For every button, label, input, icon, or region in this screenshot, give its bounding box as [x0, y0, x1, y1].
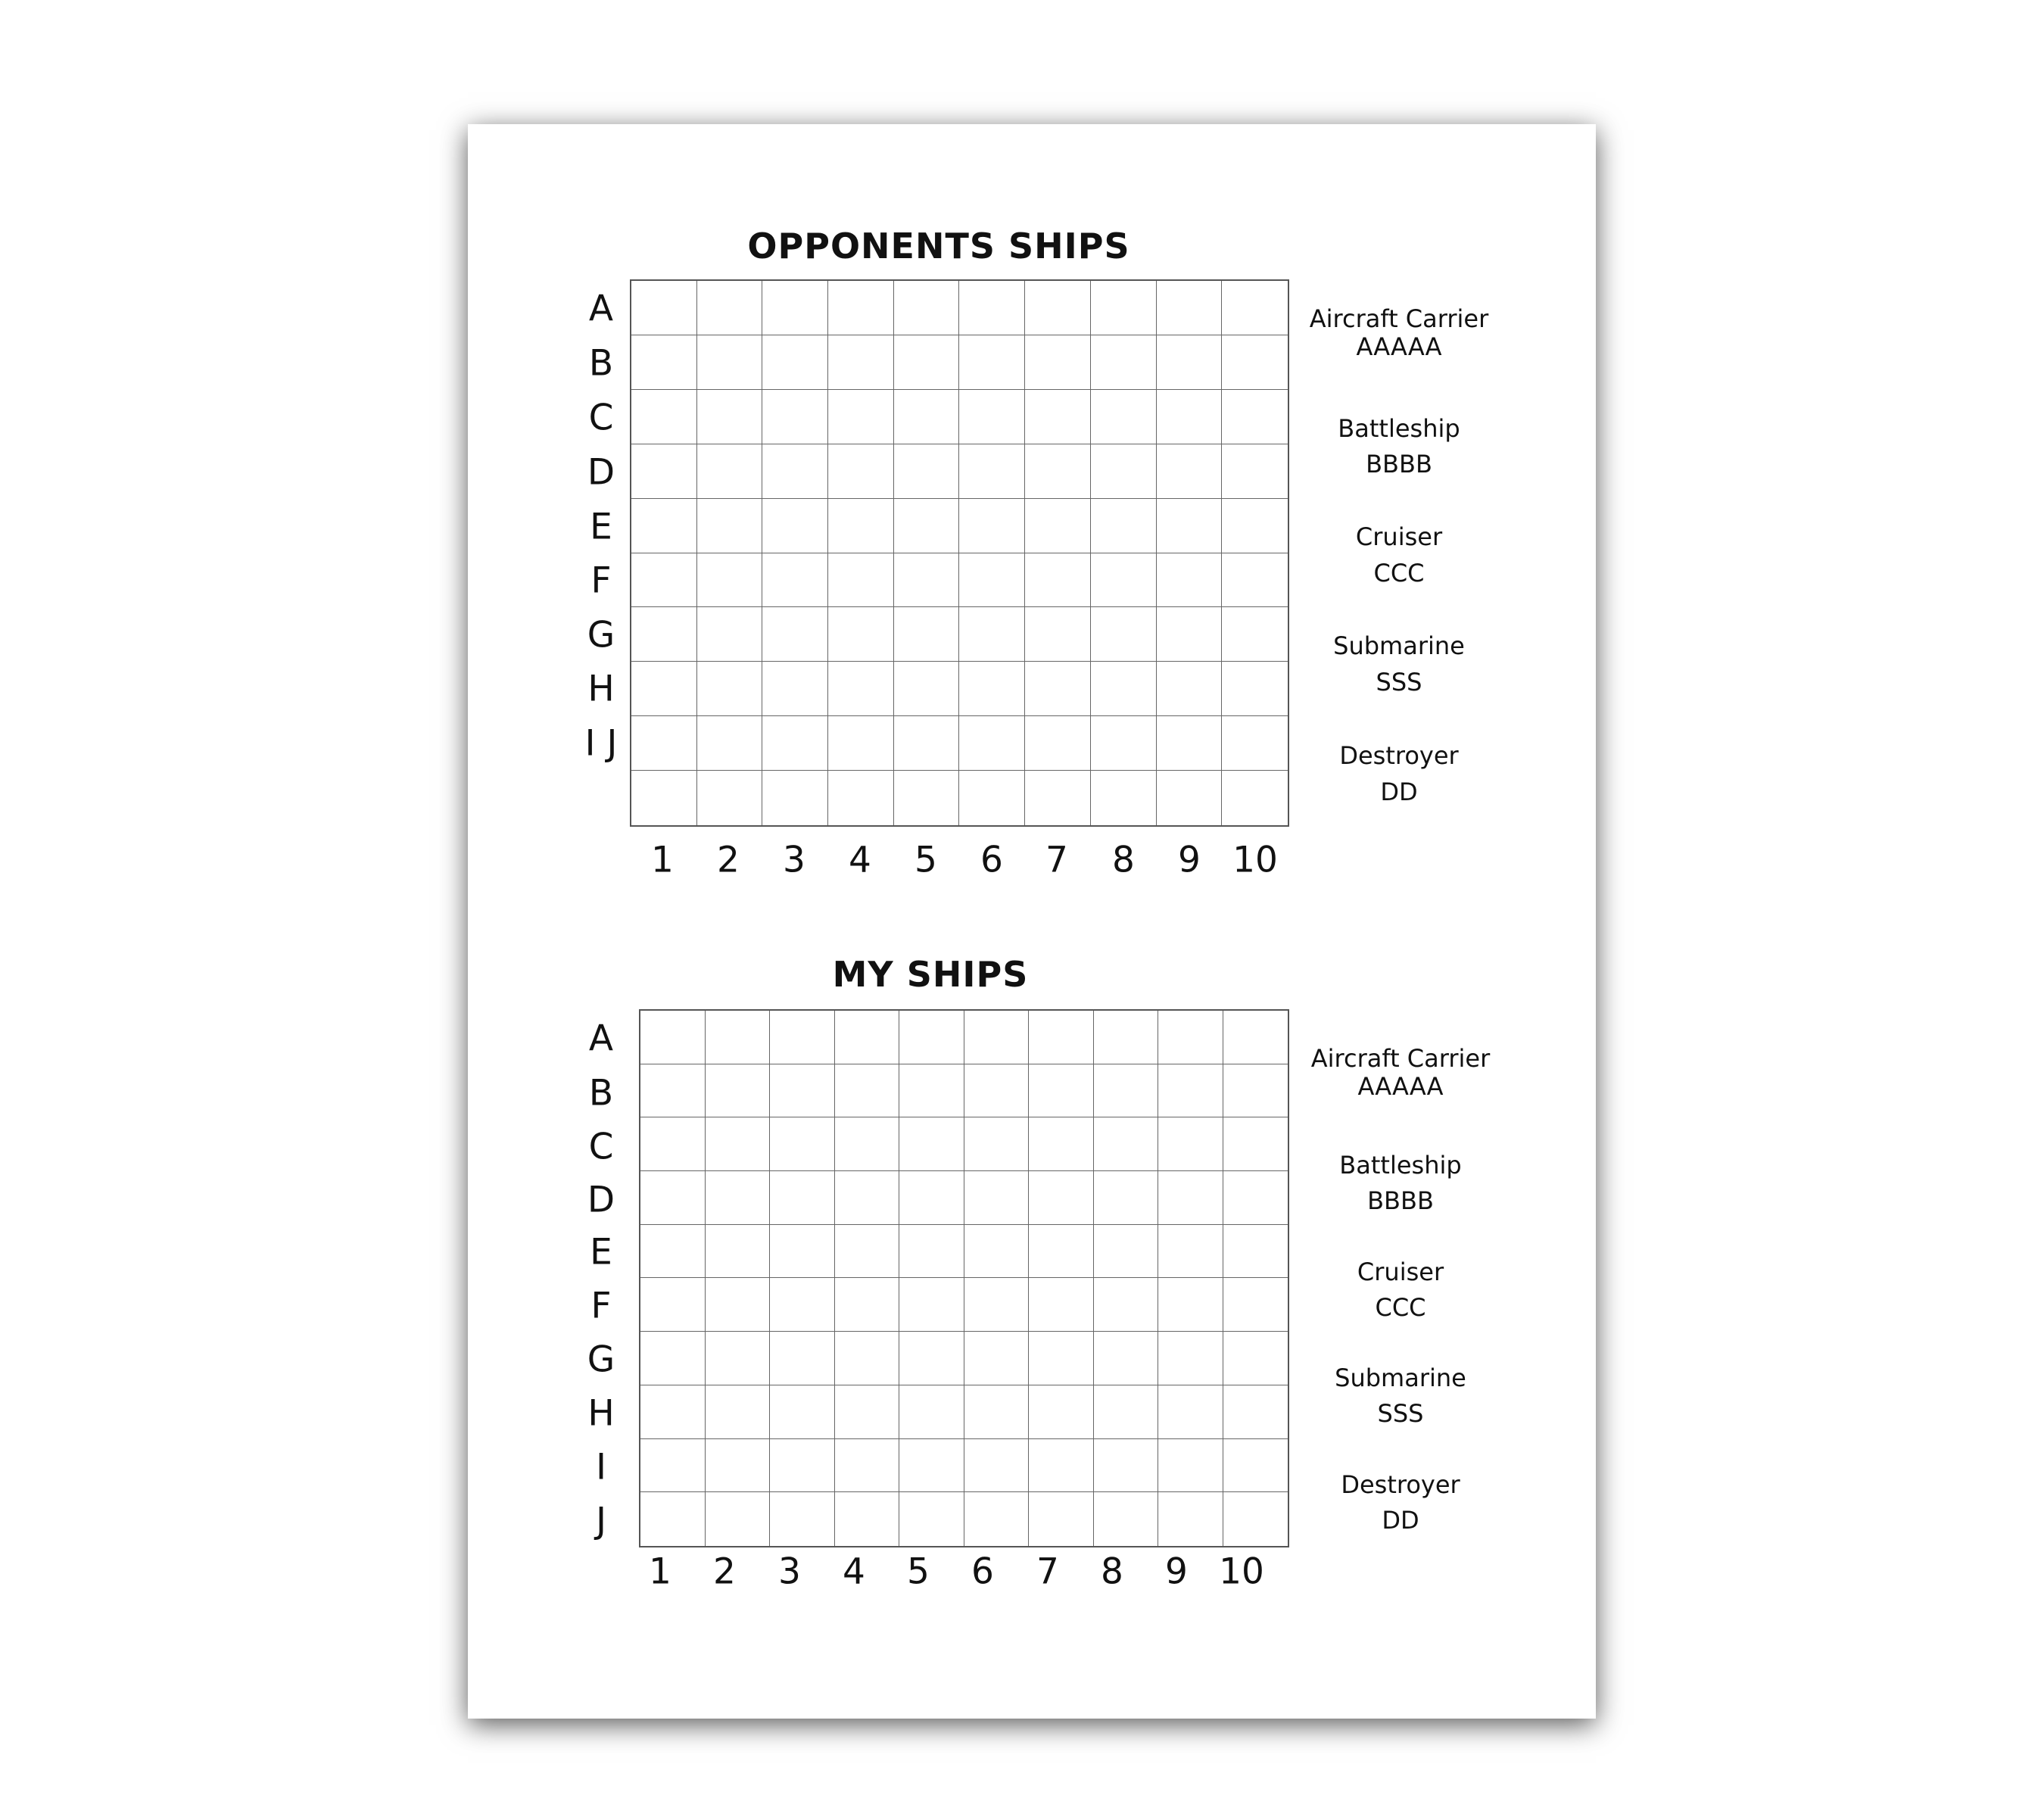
- grid-cell[interactable]: [697, 607, 763, 662]
- column-label: 7: [1045, 839, 1068, 881]
- grid-cell[interactable]: [762, 607, 828, 662]
- grid-cell[interactable]: [1222, 390, 1288, 444]
- grid-cell[interactable]: [835, 1117, 900, 1171]
- grid-cell[interactable]: [631, 607, 697, 662]
- grid-cell[interactable]: [1029, 1278, 1094, 1332]
- grid-cell[interactable]: [1025, 553, 1091, 608]
- grid-cell[interactable]: [697, 499, 763, 553]
- grid-cell[interactable]: [899, 1117, 964, 1171]
- grid-cell[interactable]: [1091, 771, 1157, 825]
- row-label: H: [587, 1392, 615, 1435]
- row-label: B: [588, 1072, 614, 1114]
- grid-cell[interactable]: [1157, 281, 1223, 335]
- row-label: C: [588, 1126, 614, 1168]
- grid-cell[interactable]: [640, 1492, 706, 1546]
- grid-cell[interactable]: [1223, 1011, 1288, 1064]
- grid-cell[interactable]: [828, 499, 894, 553]
- grid-cell[interactable]: [964, 1332, 1030, 1385]
- grid-cell[interactable]: [1158, 1171, 1223, 1225]
- grid-cell[interactable]: [697, 662, 763, 716]
- grid-cell[interactable]: [959, 662, 1025, 716]
- grid-cell[interactable]: [1157, 771, 1223, 825]
- grid-cell[interactable]: [1222, 771, 1288, 825]
- grid-cell[interactable]: [1094, 1278, 1159, 1332]
- ship-code: BBBB: [1366, 450, 1432, 478]
- grid-cell[interactable]: [770, 1332, 835, 1385]
- column-label: 2: [717, 839, 740, 881]
- grid-cell[interactable]: [1091, 553, 1157, 608]
- grid-cell[interactable]: [1158, 1225, 1223, 1279]
- grid-cell[interactable]: [1094, 1171, 1159, 1225]
- column-label: 8: [1101, 1551, 1123, 1593]
- grid-cell[interactable]: [697, 716, 763, 771]
- grid-cell[interactable]: [1222, 499, 1288, 553]
- ship-name: Destroyer: [1339, 741, 1459, 770]
- grid-cell[interactable]: [894, 281, 960, 335]
- grid-cell[interactable]: [835, 1492, 900, 1546]
- grid-cell[interactable]: [1157, 716, 1223, 771]
- grid-cell[interactable]: [828, 716, 894, 771]
- grid-cell[interactable]: [835, 1278, 900, 1332]
- grid-cell[interactable]: [964, 1278, 1030, 1332]
- ship-name: Submarine: [1333, 631, 1465, 660]
- grid-cell[interactable]: [894, 335, 960, 390]
- grid-cell[interactable]: [697, 335, 763, 390]
- grid-cell[interactable]: [770, 1117, 835, 1171]
- grid-cell[interactable]: [1025, 335, 1091, 390]
- board-title: MY SHIPS: [832, 954, 1029, 995]
- grid-cell[interactable]: [959, 335, 1025, 390]
- grid-cell[interactable]: [1158, 1439, 1223, 1493]
- grid-cell[interactable]: [770, 1278, 835, 1332]
- grid-cell[interactable]: [1223, 1278, 1288, 1332]
- grid-cell[interactable]: [899, 1011, 964, 1064]
- grid-cell[interactable]: [894, 390, 960, 444]
- column-label: 5: [907, 1551, 930, 1593]
- grid-cell[interactable]: [706, 1332, 771, 1385]
- grid-cell[interactable]: [1158, 1385, 1223, 1439]
- grid-cell[interactable]: [1091, 335, 1157, 390]
- column-label: 9: [1178, 839, 1201, 881]
- grid-cell[interactable]: [1223, 1064, 1288, 1118]
- ship-name: Battleship: [1338, 414, 1460, 443]
- grid-cell[interactable]: [835, 1439, 900, 1493]
- grid-cell[interactable]: [899, 1064, 964, 1118]
- grid-cell[interactable]: [640, 1439, 706, 1493]
- grid-cell[interactable]: [1158, 1332, 1223, 1385]
- grid-cell[interactable]: [894, 662, 960, 716]
- ship-name: Destroyer: [1341, 1470, 1460, 1499]
- grid-cell[interactable]: [959, 499, 1025, 553]
- grid-cell[interactable]: [706, 1171, 771, 1225]
- opponents-grid[interactable]: [630, 279, 1289, 827]
- column-label: 2: [713, 1551, 736, 1593]
- grid-cell[interactable]: [640, 1064, 706, 1118]
- grid-cell[interactable]: [706, 1492, 771, 1546]
- ship-name: Aircraft Carrier: [1310, 1044, 1491, 1073]
- grid-cell[interactable]: [899, 1171, 964, 1225]
- grid-cell[interactable]: [1157, 335, 1223, 390]
- ship-code: AAAAA: [1356, 332, 1442, 361]
- grid-cell[interactable]: [959, 390, 1025, 444]
- grid-cell[interactable]: [1158, 1492, 1223, 1546]
- ship-name: Submarine: [1335, 1364, 1466, 1392]
- row-label: G: [587, 614, 615, 656]
- grid-cell[interactable]: [1223, 1385, 1288, 1439]
- grid-cell[interactable]: [1029, 1385, 1094, 1439]
- grid-cell[interactable]: [964, 1492, 1030, 1546]
- grid-cell[interactable]: [762, 444, 828, 499]
- grid-cell[interactable]: [1025, 499, 1091, 553]
- row-label: F: [590, 559, 612, 602]
- grid-cell[interactable]: [964, 1171, 1030, 1225]
- grid-cell[interactable]: [1222, 662, 1288, 716]
- column-label: 10: [1232, 839, 1278, 881]
- grid-cell[interactable]: [1091, 444, 1157, 499]
- grid-cell[interactable]: [894, 716, 960, 771]
- row-label: B: [588, 342, 614, 385]
- column-label: 6: [980, 839, 1003, 881]
- grid-cell[interactable]: [959, 716, 1025, 771]
- grid-cell[interactable]: [1025, 281, 1091, 335]
- grid-cell[interactable]: [1222, 553, 1288, 608]
- ship-code: SSS: [1376, 668, 1422, 697]
- grid-cell[interactable]: [762, 771, 828, 825]
- column-label: 10: [1219, 1551, 1264, 1593]
- ship-code: BBBB: [1367, 1186, 1434, 1215]
- grid-cell[interactable]: [762, 335, 828, 390]
- column-label: 3: [778, 1551, 801, 1593]
- grid-cell[interactable]: [762, 281, 828, 335]
- grid-cell[interactable]: [762, 553, 828, 608]
- grid-cell[interactable]: [770, 1385, 835, 1439]
- board-title: OPPONENTS SHIPS: [747, 226, 1130, 266]
- row-label: C: [588, 397, 614, 439]
- grid-cell[interactable]: [706, 1278, 771, 1332]
- grid-cell[interactable]: [1157, 662, 1223, 716]
- grid-cell[interactable]: [1222, 607, 1288, 662]
- grid-cell[interactable]: [1094, 1117, 1159, 1171]
- grid-cell[interactable]: [1029, 1332, 1094, 1385]
- row-label: A: [588, 1018, 614, 1060]
- grid-cell[interactable]: [1223, 1225, 1288, 1279]
- grid-cell[interactable]: [762, 499, 828, 553]
- grid-cell[interactable]: [1158, 1278, 1223, 1332]
- grid-cell[interactable]: [640, 1332, 706, 1385]
- grid-cell[interactable]: [706, 1225, 771, 1279]
- column-label: 6: [971, 1551, 994, 1593]
- grid-cell[interactable]: [1029, 1439, 1094, 1493]
- grid-cell[interactable]: [1094, 1385, 1159, 1439]
- ship-name: Aircraft Carrier: [1309, 304, 1489, 333]
- grid-cell[interactable]: [631, 553, 697, 608]
- grid-cell[interactable]: [828, 335, 894, 390]
- grid-cell[interactable]: [1094, 1332, 1159, 1385]
- row-label: E: [590, 1231, 612, 1273]
- grid-cell[interactable]: [631, 716, 697, 771]
- grid-cell[interactable]: [706, 1439, 771, 1493]
- grid-cell[interactable]: [964, 1439, 1030, 1493]
- grid-cell[interactable]: [894, 553, 960, 608]
- grid-cell[interactable]: [1091, 390, 1157, 444]
- grid-cell[interactable]: [1025, 716, 1091, 771]
- column-label: 1: [649, 1551, 671, 1593]
- grid-cell[interactable]: [1091, 662, 1157, 716]
- grid-cell[interactable]: [1029, 1171, 1094, 1225]
- row-label: G: [587, 1339, 615, 1381]
- grid-cell[interactable]: [1025, 607, 1091, 662]
- grid-cell[interactable]: [835, 1225, 900, 1279]
- grid-cell[interactable]: [964, 1225, 1030, 1279]
- grid-cell[interactable]: [1025, 771, 1091, 825]
- grid-cell[interactable]: [828, 553, 894, 608]
- column-label: 1: [651, 839, 674, 881]
- row-label: A: [588, 288, 614, 330]
- my-grid[interactable]: [639, 1009, 1289, 1547]
- grid-cell[interactable]: [1094, 1011, 1159, 1064]
- grid-cell[interactable]: [1094, 1439, 1159, 1493]
- column-label: 3: [783, 839, 805, 881]
- grid-cell[interactable]: [894, 771, 960, 825]
- grid-cell[interactable]: [828, 390, 894, 444]
- grid-cell[interactable]: [631, 281, 697, 335]
- grid-cell[interactable]: [1222, 281, 1288, 335]
- row-label: J: [596, 1500, 606, 1542]
- ship-name: Battleship: [1339, 1151, 1462, 1180]
- grid-cell[interactable]: [697, 771, 763, 825]
- grid-cell[interactable]: [1094, 1492, 1159, 1546]
- row-label: I: [596, 1446, 606, 1488]
- grid-cell[interactable]: [697, 390, 763, 444]
- grid-cell[interactable]: [959, 281, 1025, 335]
- grid-cell[interactable]: [1094, 1225, 1159, 1279]
- grid-cell[interactable]: [1157, 553, 1223, 608]
- grid-cell[interactable]: [1222, 335, 1288, 390]
- grid-cell[interactable]: [964, 1064, 1030, 1118]
- grid-cell[interactable]: [770, 1439, 835, 1493]
- grid-cell[interactable]: [762, 390, 828, 444]
- grid-cell[interactable]: [964, 1117, 1030, 1171]
- ship-code: AAAAA: [1357, 1072, 1444, 1101]
- grid-cell[interactable]: [631, 444, 697, 499]
- grid-cell[interactable]: [770, 1011, 835, 1064]
- grid-cell[interactable]: [1029, 1492, 1094, 1546]
- grid-cell[interactable]: [828, 607, 894, 662]
- grid-cell[interactable]: [899, 1225, 964, 1279]
- row-label: H: [587, 668, 615, 710]
- column-label: 9: [1165, 1551, 1188, 1593]
- grid-cell[interactable]: [640, 1278, 706, 1332]
- grid-cell[interactable]: [1157, 499, 1223, 553]
- grid-cell[interactable]: [1025, 444, 1091, 499]
- column-label: 4: [843, 1551, 865, 1593]
- grid-cell[interactable]: [770, 1171, 835, 1225]
- grid-cell[interactable]: [640, 1117, 706, 1171]
- grid-cell[interactable]: [1223, 1492, 1288, 1546]
- grid-cell[interactable]: [631, 662, 697, 716]
- grid-cell[interactable]: [1222, 444, 1288, 499]
- grid-cell[interactable]: [631, 335, 697, 390]
- ship-code: CCC: [1373, 559, 1425, 587]
- row-label: D: [587, 451, 615, 494]
- grid-cell[interactable]: [959, 553, 1025, 608]
- grid-cell[interactable]: [899, 1492, 964, 1546]
- grid-cell[interactable]: [899, 1332, 964, 1385]
- grid-cell[interactable]: [828, 444, 894, 499]
- grid-cell[interactable]: [1222, 716, 1288, 771]
- grid-cell[interactable]: [835, 1011, 900, 1064]
- grid-cell[interactable]: [1091, 499, 1157, 553]
- grid-cell[interactable]: [697, 281, 763, 335]
- grid-cell[interactable]: [1094, 1064, 1159, 1118]
- row-label: I J: [584, 722, 618, 765]
- grid-cell[interactable]: [1091, 281, 1157, 335]
- grid-cell[interactable]: [835, 1332, 900, 1385]
- grid-cell[interactable]: [706, 1117, 771, 1171]
- grid-cell[interactable]: [697, 553, 763, 608]
- grid-cell[interactable]: [828, 771, 894, 825]
- row-label: F: [590, 1285, 612, 1327]
- grid-cell[interactable]: [1223, 1171, 1288, 1225]
- ship-code: CCC: [1375, 1293, 1426, 1322]
- grid-cell[interactable]: [640, 1225, 706, 1279]
- grid-cell[interactable]: [1029, 1225, 1094, 1279]
- grid-cell[interactable]: [1223, 1439, 1288, 1493]
- grid-cell[interactable]: [899, 1439, 964, 1493]
- grid-cell[interactable]: [894, 607, 960, 662]
- grid-cell[interactable]: [1157, 607, 1223, 662]
- grid-cell[interactable]: [1091, 716, 1157, 771]
- grid-cell[interactable]: [770, 1064, 835, 1118]
- ship-code: SSS: [1377, 1399, 1424, 1428]
- grid-cell[interactable]: [697, 444, 763, 499]
- column-label: 7: [1036, 1551, 1059, 1593]
- grid-cell[interactable]: [1157, 444, 1223, 499]
- grid-cell[interactable]: [1158, 1011, 1223, 1064]
- grid-cell[interactable]: [1025, 390, 1091, 444]
- grid-cell[interactable]: [640, 1011, 706, 1064]
- grid-cell[interactable]: [1223, 1117, 1288, 1171]
- grid-cell[interactable]: [631, 499, 697, 553]
- grid-cell[interactable]: [964, 1011, 1030, 1064]
- grid-cell[interactable]: [959, 444, 1025, 499]
- grid-cell[interactable]: [835, 1171, 900, 1225]
- grid-cell[interactable]: [894, 499, 960, 553]
- grid-cell[interactable]: [762, 662, 828, 716]
- grid-cell[interactable]: [1091, 607, 1157, 662]
- grid-cell[interactable]: [1025, 662, 1091, 716]
- grid-cell[interactable]: [631, 390, 697, 444]
- battleship-sheet: [468, 124, 1596, 1719]
- grid-cell[interactable]: [959, 607, 1025, 662]
- grid-cell[interactable]: [835, 1385, 900, 1439]
- grid-cell[interactable]: [631, 771, 697, 825]
- ship-code: DD: [1380, 778, 1418, 806]
- grid-cell[interactable]: [770, 1492, 835, 1546]
- grid-cell[interactable]: [835, 1064, 900, 1118]
- grid-cell[interactable]: [959, 771, 1025, 825]
- ship-code: DD: [1382, 1506, 1419, 1535]
- grid-cell[interactable]: [762, 716, 828, 771]
- column-label: 5: [915, 839, 937, 881]
- row-label: E: [590, 506, 612, 548]
- grid-cell[interactable]: [894, 444, 960, 499]
- grid-cell[interactable]: [1157, 390, 1223, 444]
- ship-name: Cruiser: [1357, 1258, 1444, 1286]
- grid-cell[interactable]: [964, 1385, 1030, 1439]
- column-label: 4: [849, 839, 871, 881]
- grid-cell[interactable]: [1158, 1064, 1223, 1118]
- row-label: D: [587, 1179, 615, 1221]
- grid-cell[interactable]: [706, 1385, 771, 1439]
- grid-cell[interactable]: [706, 1011, 771, 1064]
- grid-cell[interactable]: [1223, 1332, 1288, 1385]
- grid-cell[interactable]: [899, 1385, 964, 1439]
- grid-cell[interactable]: [640, 1171, 706, 1225]
- grid-cell[interactable]: [1158, 1117, 1223, 1171]
- grid-cell[interactable]: [770, 1225, 835, 1279]
- grid-cell[interactable]: [1029, 1011, 1094, 1064]
- column-label: 8: [1112, 839, 1135, 881]
- grid-cell[interactable]: [1029, 1064, 1094, 1118]
- grid-cell[interactable]: [828, 281, 894, 335]
- grid-cell[interactable]: [1029, 1117, 1094, 1171]
- grid-cell[interactable]: [640, 1385, 706, 1439]
- grid-cell[interactable]: [899, 1278, 964, 1332]
- grid-cell[interactable]: [706, 1064, 771, 1118]
- ship-name: Cruiser: [1355, 522, 1443, 551]
- grid-cell[interactable]: [828, 662, 894, 716]
